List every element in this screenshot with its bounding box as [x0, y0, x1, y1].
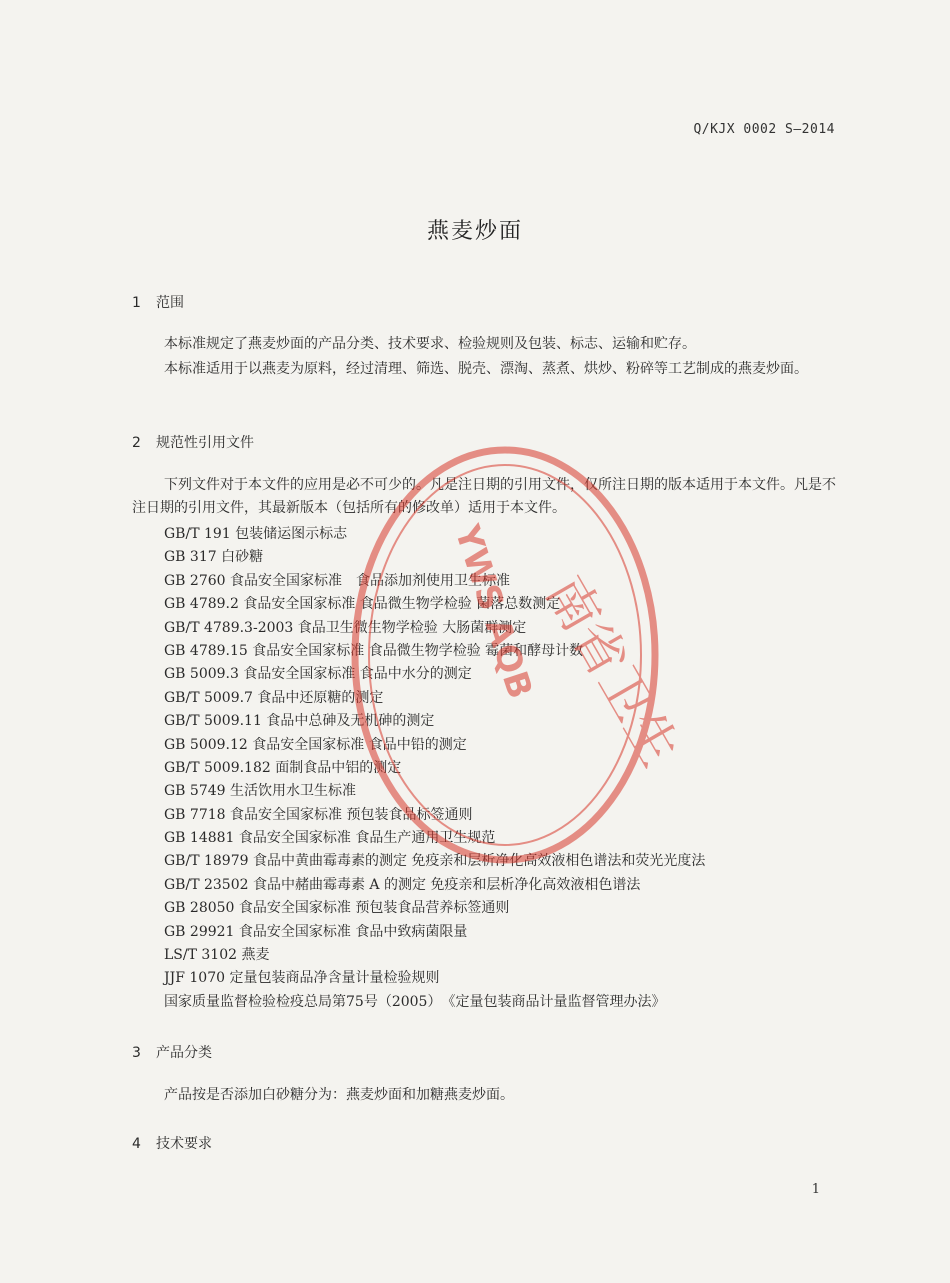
reference-item: GB 28050 食品安全国家标准 预包装食品营养标签通则 — [164, 900, 510, 917]
document-code: Q/KJX 0002 S—2014 — [693, 122, 835, 137]
reference-item: GB 4789.15 食品安全国家标准 食品微生物学检验 霉菌和酵母计数 — [164, 642, 584, 659]
reference-item: GB 29921 食品安全国家标准 食品中致病菌限量 — [164, 923, 468, 940]
section-title: 产品分类 — [156, 1045, 212, 1061]
section-2-heading — [132, 432, 254, 452]
reference-item: GB/T 4789.3-2003 食品卫生微生物学检验 大肠菌群测定 — [164, 619, 527, 636]
reference-item: GB/T 5009.11 食品中总砷及无机砷的测定 — [164, 713, 435, 730]
section-1-paragraph-1: 本标准规定了燕麦炒面的产品分类、技术要求、检验规则及包装、标志、运输和贮存。 — [164, 336, 696, 352]
reference-item: LS/T 3102 燕麦 — [164, 947, 270, 964]
reference-item: GB 5749 生活饮用水卫生标准 — [164, 783, 357, 800]
section-number: 3 — [132, 1045, 141, 1061]
section-1-heading — [132, 292, 184, 312]
reference-item: GB 14881 食品安全国家标准 食品生产通用卫生规范 — [164, 830, 496, 847]
section-number: 2 — [132, 435, 141, 451]
reference-item: GB/T 191 包装储运图示标志 — [164, 526, 348, 542]
reference-item: GB 5009.12 食品安全国家标准 食品中铅的测定 — [164, 736, 467, 753]
reference-item: GB/T 18979 食品中黄曲霉毒素的测定 免疫亲和层析净化高效液相色谱法和荧光光度法 — [164, 853, 706, 870]
reference-item: GB/T 5009.182 面制食品中铝的测定 — [164, 759, 402, 776]
section-title: 技术要求 — [156, 1136, 212, 1152]
reference-item: 国家质量监督检验检疫总局第75号（2005） 《定量包装商品计量监督管理办法》 — [164, 993, 666, 1010]
reference-item: GB 2760 食品安全国家标准 食品添加剂使用卫生标准 — [164, 572, 510, 589]
reference-item: GB 7718 食品安全国家标准 预包装食品标签通则 — [164, 806, 473, 823]
reference-list — [164, 523, 705, 1014]
section-number: 1 — [132, 295, 141, 311]
page-number: 1 — [811, 1182, 820, 1197]
seal-text-top: 南省卫生 — [533, 566, 690, 777]
reference-item: GB/T 5009.7 食品中还原糖的测定 — [164, 689, 384, 706]
reference-item: JJF 1070 定量包装商品净含量计量检验规则 — [164, 970, 440, 987]
section-3-heading — [132, 1042, 212, 1062]
document-title: 燕麦炒面 — [426, 219, 523, 244]
reference-item: GB 5009.3 食品安全国家标准 食品中水分的测定 — [164, 666, 472, 683]
section-number: 4 — [132, 1136, 141, 1152]
section-title: 规范性引用文件 — [156, 435, 254, 451]
section-2-intro: 下列文件对于本文件的应用是必不可少的。凡是注日期的引用文件，仅所注日期的版本适用于本文件。凡是不注日期的引用文件，其最新版本（包括所有的修改单）适用于本文件。 — [132, 477, 836, 516]
reference-item: GB/T 23502 食品中赭曲霉毒素 A 的测定 免疫亲和层析净化高效液相色谱法 — [164, 876, 641, 893]
section-4-heading — [132, 1133, 212, 1153]
section-3-paragraph-1: 产品按是否添加白砂糖分为：燕麦炒面和加糖燕麦炒面。 — [164, 1087, 514, 1103]
seal-text-middle: YWS AQB — [446, 520, 540, 704]
section-1-paragraph-2: 本标准适用于以燕麦为原料，经过清理、筛选、脱壳、漂淘、蒸煮、烘炒、粉碎等工艺制成的燕麦炒面。 — [164, 361, 808, 377]
reference-item: GB 4789.2 食品安全国家标准 食品微生物学检验 菌落总数测定 — [164, 596, 561, 613]
reference-item: GB 317 白砂糖 — [164, 549, 264, 566]
section-title: 范围 — [156, 295, 184, 311]
